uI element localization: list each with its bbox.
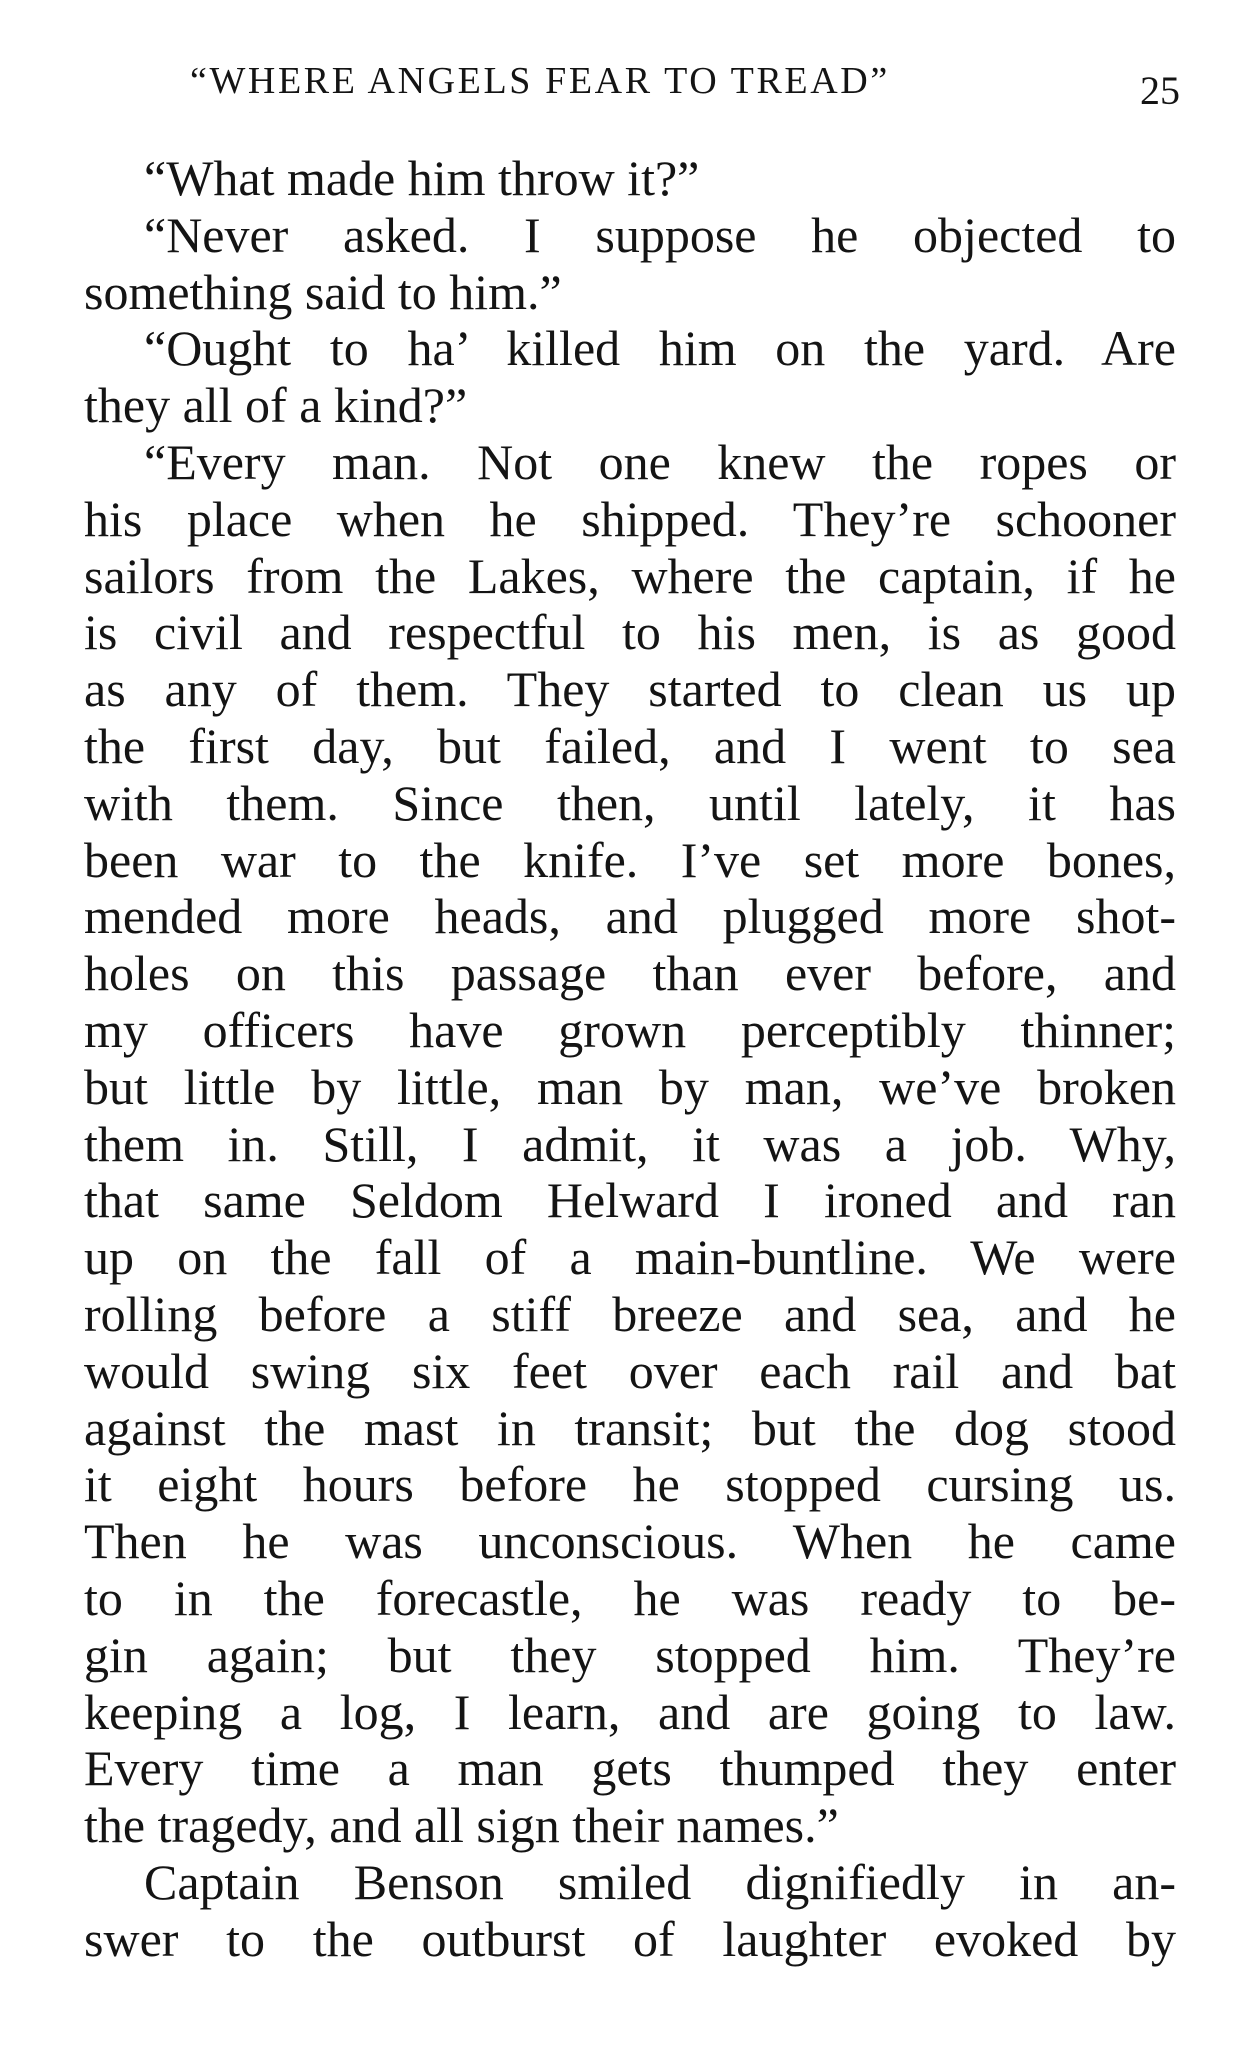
text-line: “Ought to ha’ killed him on the yard. Are <box>144 320 1176 377</box>
text-line: that same Seldom Helward I ironed and ran <box>84 1172 1176 1229</box>
text-line: as any of them. They started to clean us up <box>84 661 1176 718</box>
text-line: with them. Since then, until lately, it has <box>84 774 1176 831</box>
text-line: something said to him.” <box>84 263 562 320</box>
running-title: “WHERE ANGELS FEAR TO TREAD” <box>190 60 890 102</box>
text-line: it eight hours before he stopped cursing us. <box>84 1456 1176 1513</box>
text-line: been war to the knife. I’ve set more bones, <box>84 831 1176 888</box>
text-line: my officers have grown perceptibly thinner; <box>84 1001 1176 1058</box>
text-line: to in the forecastle, he was ready to be- <box>84 1569 1176 1626</box>
text-line: the tragedy, and all sign their names.” <box>84 1797 839 1854</box>
page-number: 25 <box>1140 68 1180 113</box>
text-line: Captain Benson smiled dignifiedly in an- <box>144 1853 1176 1910</box>
text-line: they all of a kind?” <box>84 377 468 434</box>
text-line: up on the fall of a main-buntline. We were <box>84 1229 1176 1286</box>
text-line: “What made him throw it?” <box>144 150 700 206</box>
text-line: “Every man. Not one knew the ropes or <box>144 433 1176 490</box>
text-line: gin again; but they stopped him. They’re <box>84 1626 1176 1683</box>
text-line: rolling before a stiff breeze and sea, and he <box>84 1285 1176 1342</box>
text-line: “Never asked. I suppose he objected to <box>144 206 1176 263</box>
text-line: mended more heads, and plugged more shot- <box>84 888 1176 945</box>
text-line: the first day, but failed, and I went to sea <box>84 717 1176 774</box>
text-line: against the mast in transit; but the dog stood <box>84 1399 1176 1456</box>
text-line: is civil and respectful to his men, is as good <box>84 604 1176 661</box>
text-line: Every time a man gets thumped they enter <box>84 1740 1176 1797</box>
text-line: Then he was unconscious. When he came <box>84 1513 1176 1570</box>
text-line: his place when he shipped. They’re schooner <box>84 490 1176 547</box>
body-text <box>84 150 1176 1968</box>
text-line: keeping a log, I learn, and are going to law. <box>84 1683 1176 1740</box>
text-line: would swing six feet over each rail and bat <box>84 1342 1176 1399</box>
text-line: them in. Still, I admit, it was a job. Why, <box>84 1115 1176 1172</box>
text-line: holes on this passage than ever before, and <box>84 945 1176 1002</box>
text-line: but little by little, man by man, we’ve broken <box>84 1058 1176 1115</box>
text-line: swer to the outburst of laughter evoked by <box>84 1910 1176 1967</box>
running-header <box>0 56 1258 113</box>
text-line: sailors from the Lakes, where the captain, if he <box>84 547 1176 604</box>
